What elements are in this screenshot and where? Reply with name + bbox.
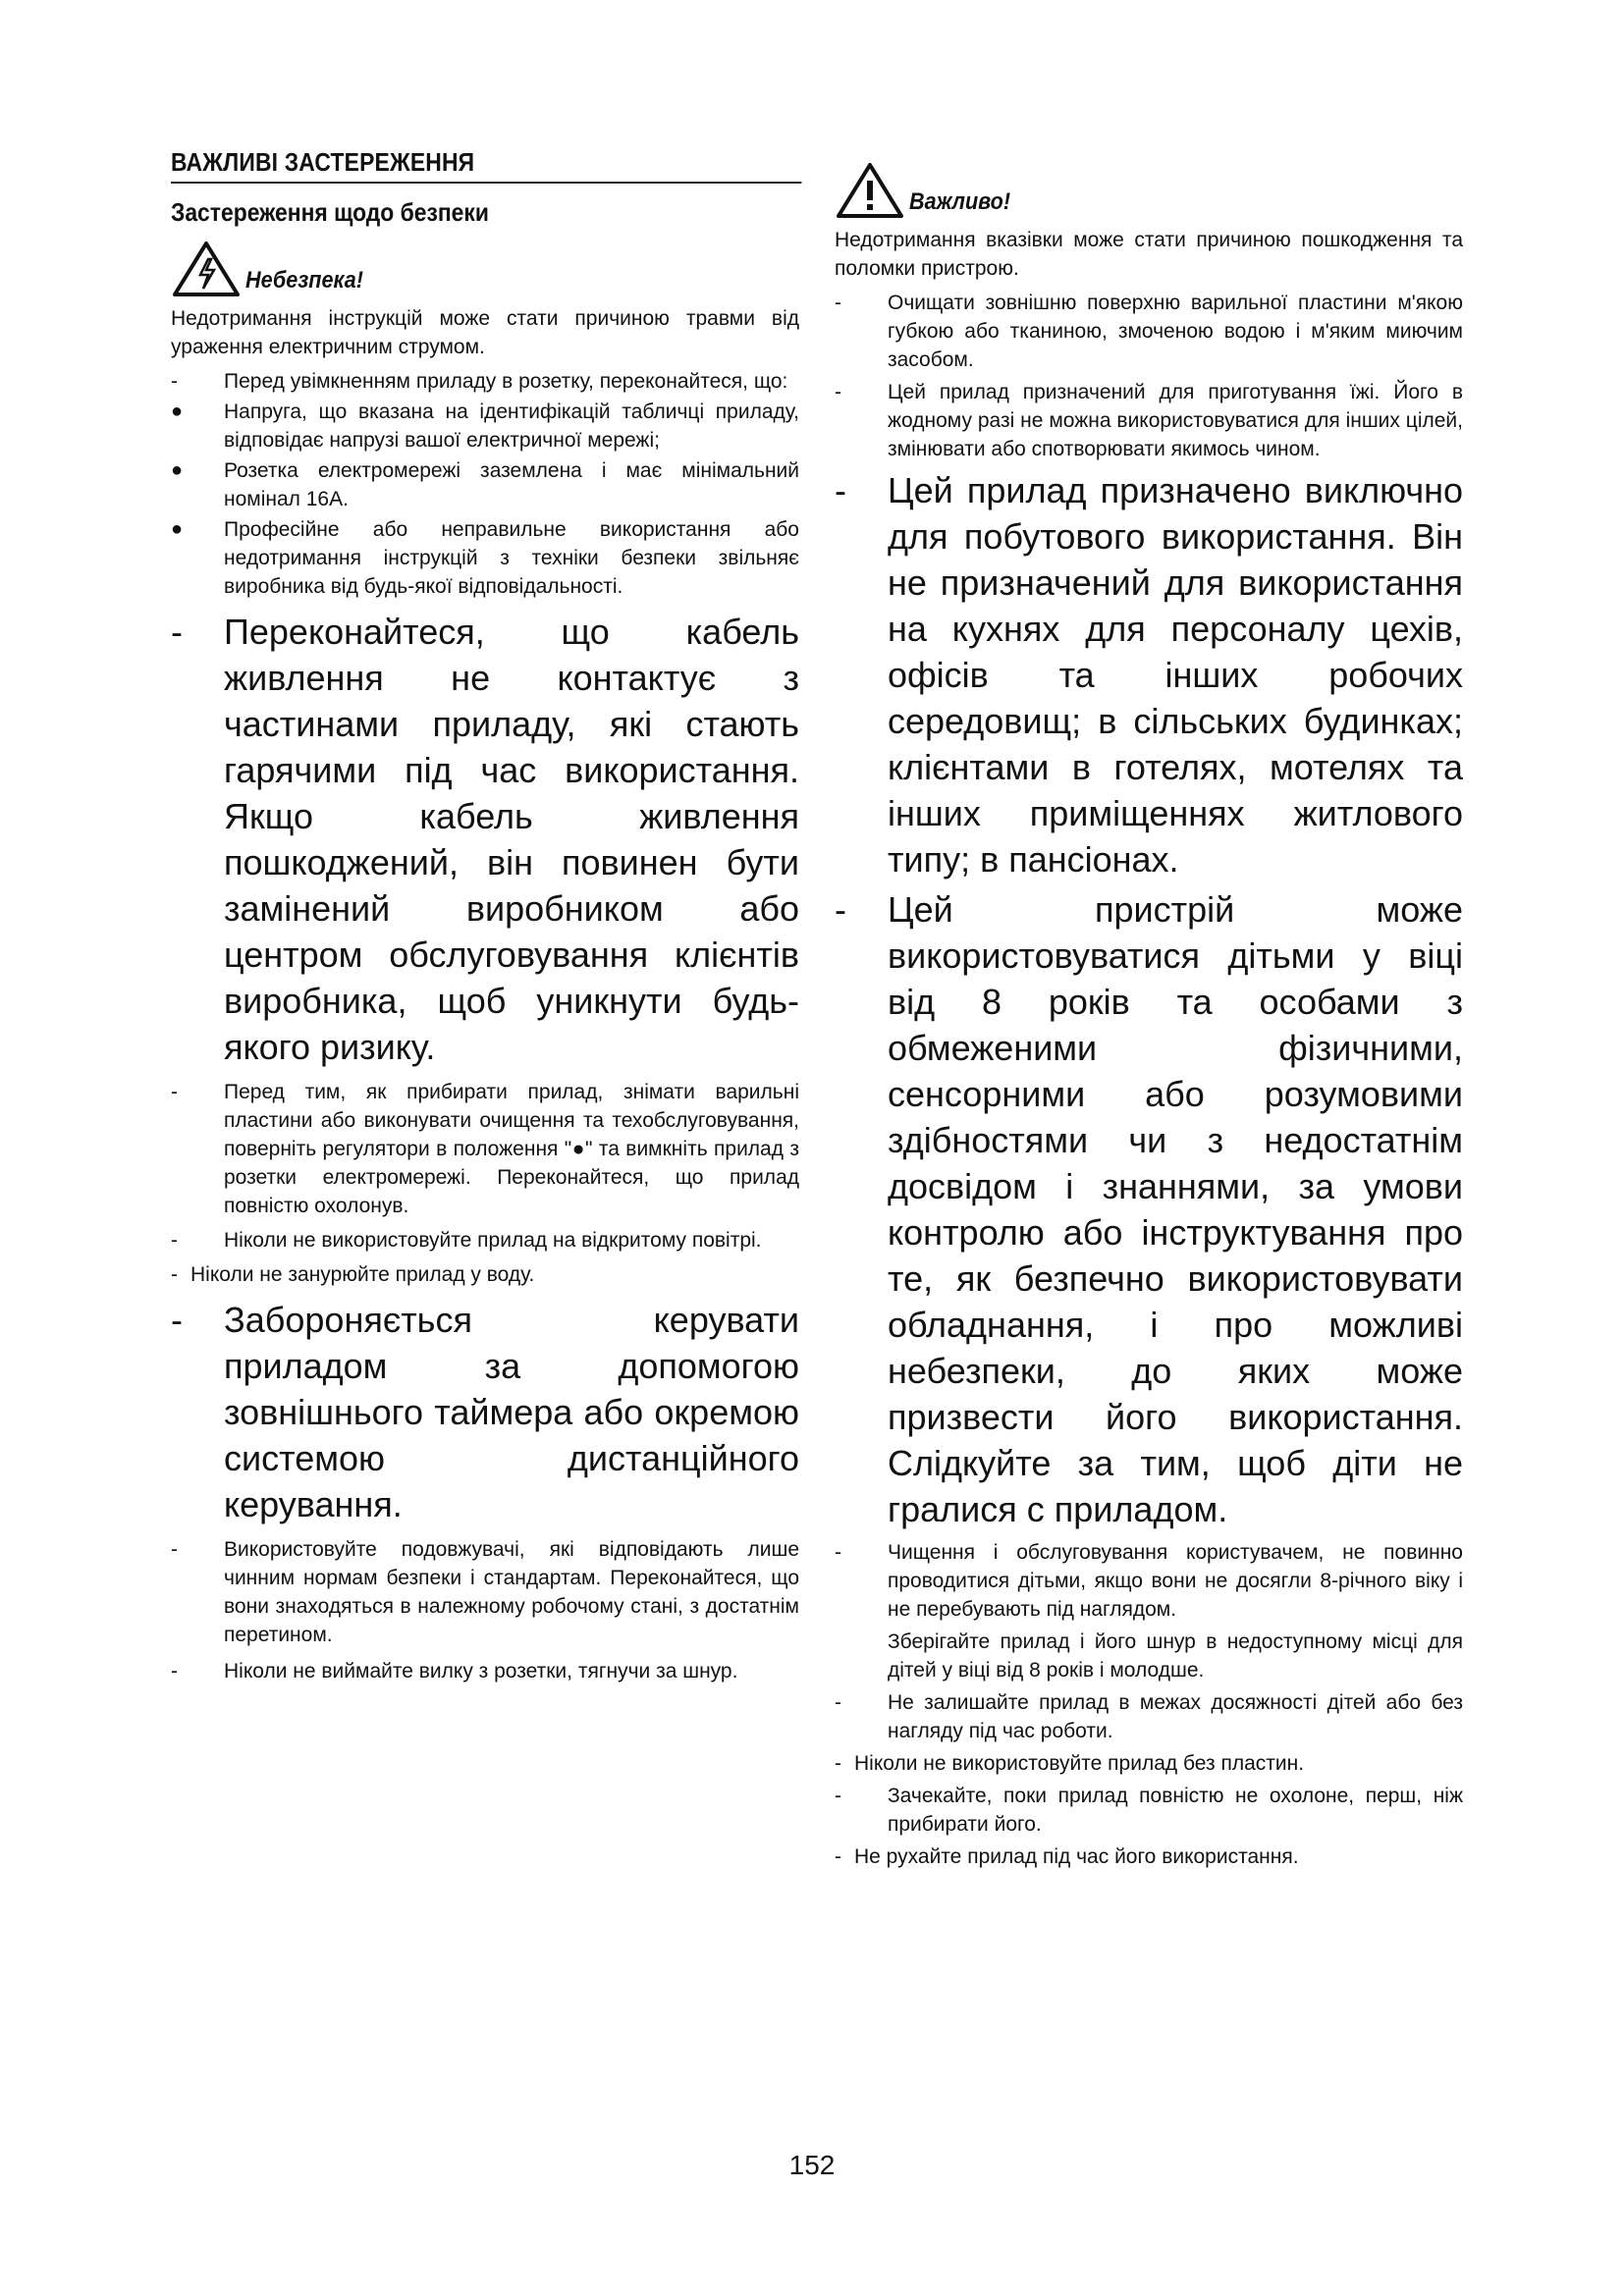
dash-marker: -: [835, 889, 846, 930]
list-item-text: Чищення і обслуговування користувачем, не повинно проводитися дітьми, якщо вони не досягли 8-річного віку і не перебувають під наглядом.: [888, 1541, 1463, 1621]
dash-marker: -: [835, 1845, 841, 1868]
list-item: [171, 367, 799, 396]
dash-marker: -: [835, 381, 841, 403]
list-item: [171, 1226, 799, 1255]
dash-marker: -: [171, 370, 178, 393]
important-intro: Недотримання вказівки може стати причиною пошкодження та поломки пристрою.: [835, 229, 1463, 280]
dash-marker: -: [171, 1660, 178, 1682]
electric-hazard-icon: [171, 240, 242, 298]
dash-marker: -: [171, 1229, 178, 1252]
list-item-text: Переконайтеся, що кабель живлення не контактує з частинами приладу, які стають гарячими під час використання. Якщо кабель живлення пошкоджений, він повинен бути замінений виробником або центром обслуговування клієнтів виробника, щоб уникнути будь-якого ризику.: [224, 612, 799, 1067]
page-number: 152: [788, 2150, 836, 2180]
list-item-text: Професійне або неправильне використання або недотримання інструкцій з техніки безпеки звільняє виробника від будь-якої відповідальності.: [224, 518, 799, 598]
dash-marker: -: [835, 470, 846, 510]
dash-marker: -: [835, 1752, 841, 1775]
list-item-text: Не рухайте прилад під час його використання.: [854, 1845, 1299, 1868]
list-item-text: Цей прилад призначено виключно для побутового використання. Він не призначений для використання на кухнях для персоналу цехів, офісів та інших робочих середовищ; в сільських будинках; клієнтами в готелях, мотелях та інших приміщеннях житлового типу; в пансіонах.: [888, 470, 1463, 880]
bullet-marker: ●: [171, 400, 184, 422]
dash-marker: -: [171, 612, 183, 652]
dash-marker: -: [171, 1263, 178, 1286]
dash-marker: -: [171, 1300, 183, 1340]
danger-heading: [171, 240, 799, 298]
list-item-text: Очищати зовнішню поверхню варильної пластини м'якою губкою або тканиною, змоченою водою і м'яким миючим засобом.: [888, 292, 1463, 371]
bullet-marker: ●: [171, 459, 184, 481]
list-item-text: Розетка електромережі заземлена і має мінімальний номінал 16А.: [224, 459, 799, 510]
list-item-text: Напруга, що вказана на ідентифікацій табличці приладу, відповідає напрузі вашої електричної мережі;: [224, 400, 799, 452]
subsection-title: Застереження щодо безпеки: [171, 197, 489, 227]
list-item-text: Ніколи не занурюйте прилад у воду.: [190, 1263, 535, 1286]
danger-intro: Недотримання інструкцій може стати причиною травми від ураження електричним струмом.: [171, 307, 799, 358]
list-item: [171, 1657, 799, 1685]
section-title: ВАЖЛИВІ ЗАСТЕРЕЖЕННЯ: [171, 147, 801, 184]
left-column: [171, 147, 799, 1687]
list-item: [835, 1749, 1463, 1778]
list-item-text: Ніколи не використовуйте прилад без пластин.: [854, 1752, 1305, 1775]
list-item-text: Ніколи не виймайте вилку з розетки, тягнучи за шнур.: [224, 1660, 738, 1682]
list-item-text: Використовуйте подовжувачі, які відповідають лише чинним нормам безпеки і стандартам. Переконайтеся, що вони знаходяться в належному робочому стані, з достатнім перетином.: [224, 1538, 799, 1646]
list-item: [835, 1842, 1463, 1871]
list-item: [835, 1538, 1463, 1624]
warning-triangle-icon: [835, 161, 905, 220]
right-column: [835, 157, 1463, 1873]
list-item: [835, 378, 1463, 463]
list-item: [171, 1260, 799, 1289]
important-label: Важливо!: [909, 188, 1011, 215]
important-heading: [835, 161, 1463, 220]
list-item: [171, 609, 799, 1070]
list-item: [835, 886, 1463, 1532]
bullet-marker: ●: [171, 518, 184, 540]
dash-marker: -: [835, 1541, 841, 1564]
dash-marker: -: [171, 1538, 178, 1561]
list-item: [171, 1297, 799, 1527]
list-item-text: Перед тим, як прибирати прилад, знімати варильні пластини або виконувати очищення та техобслуговування, поверніть регулятори в положення "●" та вимкніть прилад з розетки електромережі. Переконайтеся, що прилад повністю охолонув.: [224, 1081, 799, 1217]
list-item: [835, 289, 1463, 374]
list-item: [171, 1078, 799, 1220]
dash-marker: -: [835, 1785, 841, 1807]
list-item: [835, 1688, 1463, 1745]
list-item-text: Перед увімкненням приладу в розетку, переконайтеся, що:: [224, 370, 788, 393]
list-item-text: Цей пристрій може використовуватися дітьми у віці від 8 років та особами з обмеженими фізичними, сенсорними або розумовими здібностями чи з недостатнім досвідом і знаннями, за умови контролю або інструктування про те, як безпечно використовувати обладнання, і про можливі небезпеки, до яких може призвести його використання. Слідкуйте за тим, щоб діти не гралися с приладом.: [888, 889, 1463, 1529]
list-item-text: Не залишайте прилад в межах досяжності дітей або без нагляду під час роботи.: [888, 1691, 1463, 1742]
dash-marker: -: [171, 1081, 178, 1103]
list-item-text: Зберігайте прилад і його шнур в недоступному місці для дітей у віці від 8 років і молодше.: [888, 1630, 1463, 1682]
list-item-text: Забороняється керувати приладом за допомогою зовнішнього таймера або окремою системою дистанційного керування.: [224, 1300, 799, 1524]
list-item-text: Цей прилад призначений для приготування їжі. Його в жодному разі не можна використовуватися для інших цілей, змінювати або спотворювати якимось чином.: [888, 381, 1463, 460]
danger-label: Небезпека!: [245, 267, 363, 294]
list-item: [171, 456, 799, 513]
list-item: [171, 515, 799, 601]
list-item: [835, 1782, 1463, 1839]
list-item: [835, 467, 1463, 882]
list-item: [171, 398, 799, 454]
dash-marker: -: [835, 292, 841, 314]
list-item-text: Зачекайте, поки прилад повністю не охолоне, перш, ніж прибирати його.: [888, 1785, 1463, 1836]
list-item-text: Ніколи не використовуйте прилад на відкритому повітрі.: [224, 1229, 762, 1252]
list-item: [171, 1535, 799, 1649]
dash-marker: -: [835, 1691, 841, 1714]
list-item: [835, 1628, 1463, 1684]
